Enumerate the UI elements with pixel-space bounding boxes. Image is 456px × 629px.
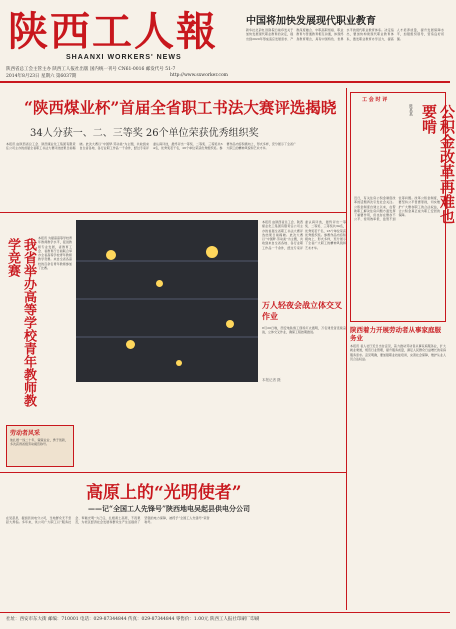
masthead-info-line1: 陕西省总工会主管主办 陕西工人报社出版 国内统一刊号 CN61-0016 邮发代号 51-7: [6, 67, 176, 72]
lead-divider: [0, 212, 346, 213]
bottom-feature-body: 在吴起县，提到县供电分公司，当地群众无不竖起大拇指。多年来，该公司广大职工以“服务社会、奉献光明”为己任，扎根黄土高原，不畏艰苦，为老区经济社会发展和群众生产生活提供了坚强的电力保障，被授予“全国工人先锋号”荣誉称号。: [6, 516, 210, 525]
masthead-website[interactable]: http://www.sxworker.com: [170, 73, 228, 78]
right-mid-headline: 陕西着力开展劳动者从事家庭服务业: [350, 326, 441, 342]
top-story-headline: 中国将加快发展现代职业教育: [246, 16, 376, 27]
bottom-feature-headline: 高原上的“光明使者”: [86, 483, 242, 503]
photo-side-text: 本报讯 由陕西省总工会、陕西煤业化工集团有限责任公司主办的首届全省职工书法大赛评选结果日前揭晓。此次大赛以“中国梦·劳动美”为主题，共收到来自全省各地、各行业职工作品一千余件，经过专家评委认真评选，最终评出一等奖、二等奖、三等奖共34名，优秀奖若干名，26个单位荣获优秀组织奖。参赛作品内容积极向上，形式多样，充分展示了全省广大职工的精神风貌和艺术才华。: [262, 220, 346, 250]
commentary-headline: 公积金改革再难也要啃: [420, 104, 456, 224]
photo-caption-headline: 万人轻夜会战立体交叉作业: [262, 300, 342, 321]
small-profile-title: 劳动者风采: [10, 430, 41, 437]
bottom-feature-subhead: ——记“全国工人先锋号”陕西地电吴起县供电分公司: [88, 504, 251, 513]
small-profile-body: 他扎根一线二十年，兢兢业业，勇于创新，多次获得省级劳动模范称号。: [10, 438, 68, 447]
photo-credit: 本报记者 摄: [262, 378, 281, 382]
commentary-tag: 工 会 时 评: [362, 97, 388, 103]
masthead-title: 陕西工人報: [8, 8, 218, 55]
bottom-divider: [0, 472, 346, 473]
lead-story-body: 本报讯 由陕西省总工会、陕西煤业化工集团有限责任公司主办的首届全省职工书法大赛评选结果日前揭晓。此次大赛以“中国梦·劳动美”为主题，共收到来自全省各地、各行业职工作品一千余件，经过专家评委认真评选，最终评出一等奖、二等奖、三等奖共34名，优秀奖若干名，26个单位荣获优秀组织奖。参赛作品内容积极向上，形式多样，充分展示了全省广大职工的精神风貌和艺术才华。: [6, 142, 296, 151]
left-feature-body: 本报讯 为提高高等学校青年教师教学水平，促进教师专业发展，省教育工会、省教育厅日前联合举办全省高等学校青年教师教学竞赛。来自全省各高校的百余名青年教师参加了比赛。: [38, 236, 72, 271]
top-story-body: 新华社北京电 国务院日前印发关于加快发展现代职业教育的决定，提出到2020年形成适应发展需求、产教深度融合、中职高职衔接、职业教育与普通教育相互沟通，体现终身教育理念，具有中国特色、世界水平的现代职业教育体系。决定指出，要加快构建现代职业教育体系，激发职业教育办学活力，提高人才培养质量，提升发展保障水平，加强组织领导，营造良好氛围。: [246, 28, 444, 41]
night-construction-photo: [76, 220, 258, 382]
commentary-body: 近日，有关住房公积金制度改革的话题再次引发社会关注。公积金制度自建立以来，在帮助职工解决住房问题方面发挥了重要作用，但也存在缴存不公平、使用效率低、监管不到位等问题。改革公积金制度，要坚持公平普惠原则，切实维护广大缴存职工的合法权益，让公积金真正成为职工安居的保障。: [354, 196, 440, 222]
masthead-rule: [0, 81, 450, 83]
left-feature-headline: 我省举办高等学校青年教师教学竞赛: [5, 238, 36, 407]
lead-story-headline: “陕西煤业杯”首届全省职工书法大赛评选揭晓: [24, 98, 337, 117]
masthead-info-line2: 2014年8月23日 星期六 第6037期: [6, 74, 77, 79]
column-divider: [346, 88, 347, 610]
photo-caption-body: 8月20日晚，西安地铁施工现场灯火通明，万名建设者连续奋战，立体交叉作业，确保工程按期推进。: [262, 326, 346, 335]
lead-story-subhead: 34人分获一、二、三等奖 26个单位荣获优秀组织奖: [30, 128, 259, 139]
footer-text: 社址：西安市东大街 邮编：710001 电话：029-87344844 传真：029-87344844 零售价：1.00元 陕西工人报社印刷厂印刷: [6, 617, 260, 622]
right-mid-body: 本报讯 省人社厅近日出台意见，着力推动劳动者从事家庭服务业，扩大就业渠道，规范行业管理，提升服务质量，满足人民群众日益增长的家庭服务需求。意见明确，要加强职业技能培训，完善社会保障，维护从业人员合法权益。: [350, 344, 447, 361]
commentary-author: 陈某某: [409, 104, 414, 116]
masthead-english: SHAANXI WORKERS' NEWS: [66, 54, 182, 61]
